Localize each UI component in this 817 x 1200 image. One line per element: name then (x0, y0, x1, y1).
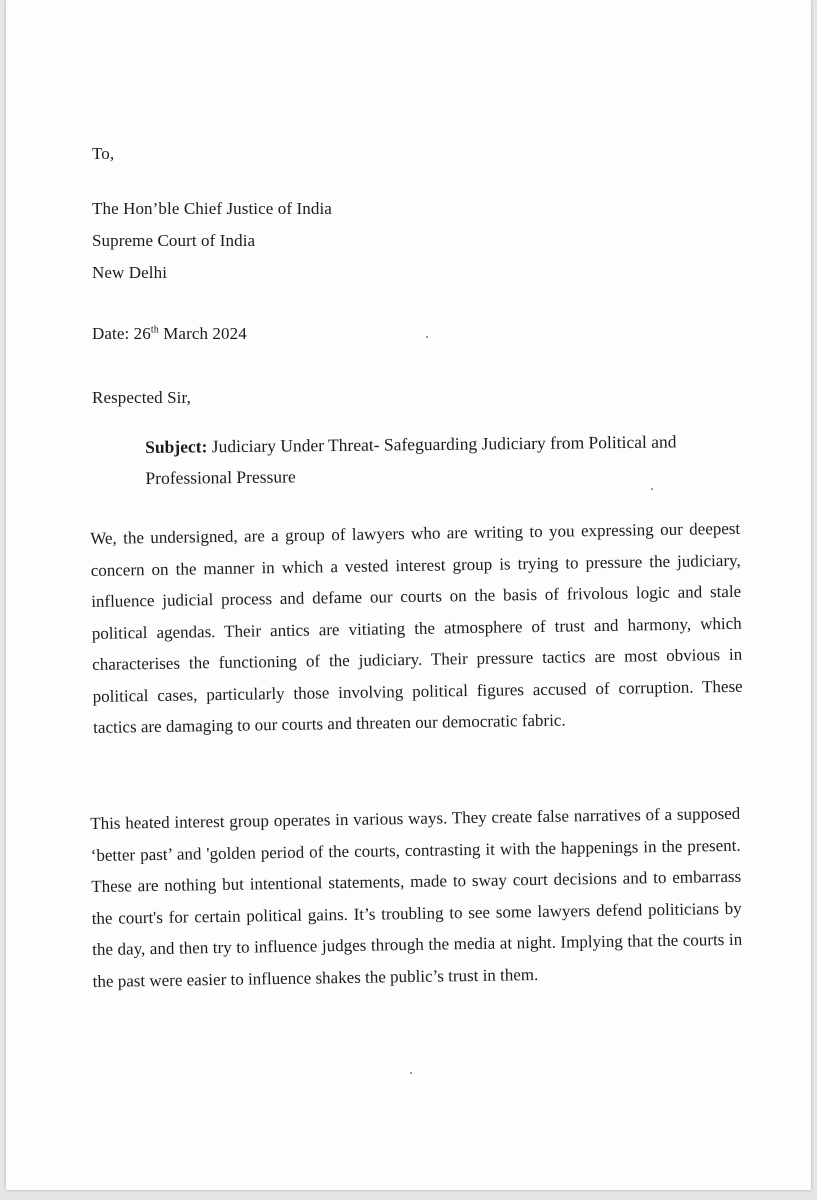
subject-block (145, 426, 746, 494)
subject-text: Judiciary Under Threat- Safeguarding Judiciary from Political and Professional Pressure (145, 431, 677, 488)
scan-speck (651, 488, 653, 490)
scan-speck (410, 1072, 412, 1074)
scan-speck (426, 336, 428, 338)
date-rest: March 2024 (158, 324, 247, 343)
letter-page (6, 0, 811, 1190)
addressee-line-1: The Hon’ble Chief Justice of India (92, 199, 332, 218)
subject-label: Subject: (145, 436, 208, 457)
addressee-line-3: New Delhi (92, 263, 168, 282)
addressee-line-2: Supreme Court of India (92, 231, 256, 250)
body-paragraph-1: We, the undersigned, are a group of lawyers who are writing to you expressing our deepest concern on the manner in which a vested interest group is trying to pressure the judiciary, influence judicial process and defame our courts on the basis of frivolous logic and stale political agendas. Their antics are vitiating the atmosphere of trust and harmony, which characterises the functioning of the judiciary. Their pressure tactics are most obvious in political cases, particularly those involving political figures accused of corruption. These tactics are damaging to our courts and threaten our democratic fabric. (90, 518, 743, 737)
date-label: Date: 26 (92, 324, 151, 343)
date-ordinal-suffix: th (150, 324, 159, 336)
salutation-to: To, (92, 144, 115, 163)
letter-date (92, 324, 247, 344)
greeting: Respected Sir, (92, 388, 191, 407)
body-paragraph-2: This heated interest group operates in various ways. They create false narratives of a supposed ‘better past’ and 'golden period of the courts, contrasting it with the happenings in the present. These are nothing but intentional statements, made to sway court decisions and to embarrass the court's for certain political gains. It’s troubling to see some lawyers defend politicians by the day, and then try to influence judges through the media at night. Implying that the courts in the past were easier to influence shakes the public’s trust in them. (90, 803, 743, 991)
